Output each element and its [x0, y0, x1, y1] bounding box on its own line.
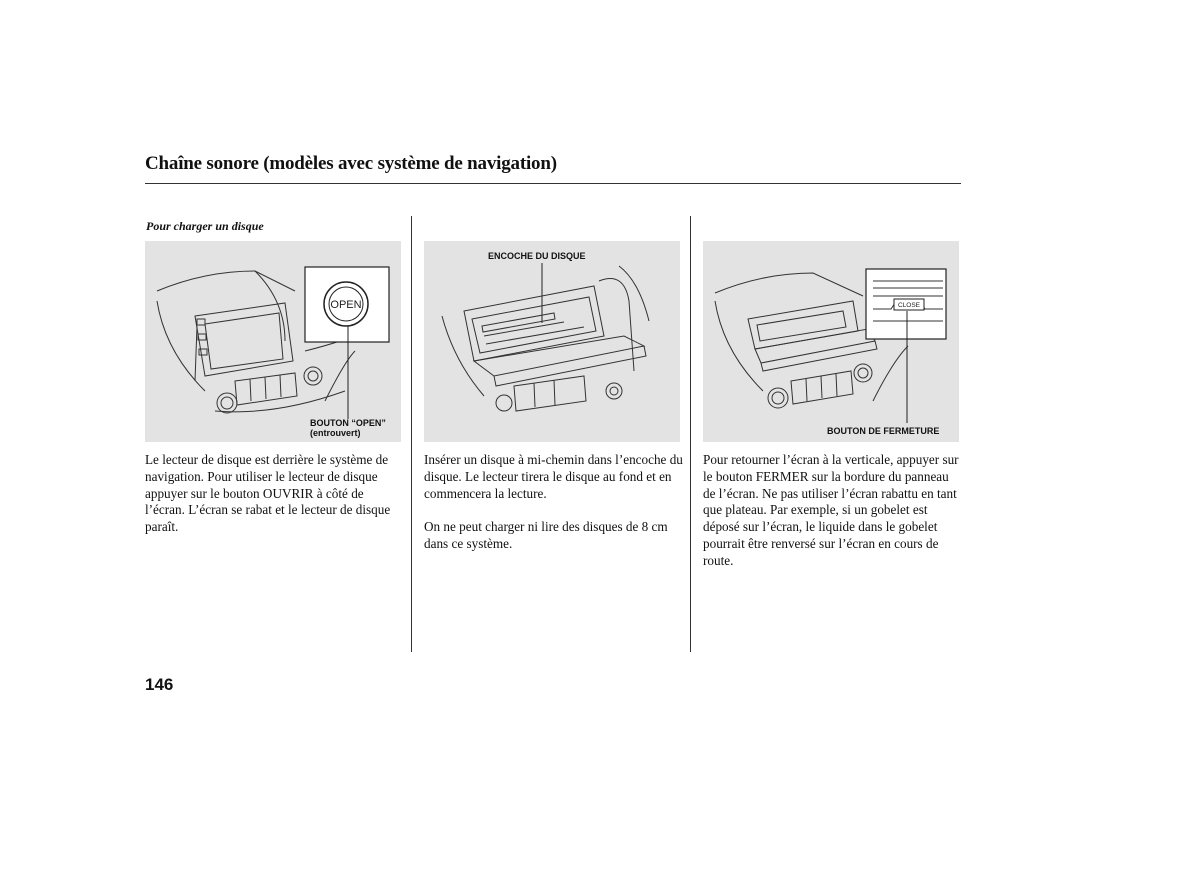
dashboard-open-illustration	[145, 241, 401, 442]
section-heading: Pour charger un disque	[146, 219, 264, 233]
callout-disc-slot: ENCOCHE DU DISQUE	[488, 251, 586, 261]
dashboard-close-illustration	[703, 241, 959, 442]
close-button-label: CLOSE	[897, 302, 921, 309]
right-paragraph: Pour retourner l’écran à la verticale, appuyer sur le bouton FERMER sur la bordure du panneau de l’écran. Ne pas utiliser l’écran rabattu en tant que plateau. Par exemple, si un gobelet est déposé sur l’écran, le liquide dans le gobelet pourrait être renversé sur l’écran en cours de route.	[703, 452, 959, 568]
figure-close-button	[703, 241, 959, 442]
left-paragraph: Le lecteur de disque est derrière le système de navigation. Pour utiliser le lecteur de disque appuyer sur le bouton OUVRIR à côté de l’écran. L’écran se rabat et le lecteur de disque paraît.	[145, 452, 391, 535]
figure-open-button	[145, 241, 401, 442]
figure-disc-slot	[424, 241, 680, 442]
title-divider	[145, 183, 961, 184]
column-divider-1	[411, 216, 412, 652]
middle-paragraph-2: On ne peut charger ni lire des disques de 8 cm dans ce système.	[424, 519, 668, 551]
middle-paragraph-1: Insérer un disque à mi-chemin dans l’encoche du disque. Le lecteur tirera le disque au fond et en commencera la lecture.	[424, 452, 683, 501]
disc-slot-illustration	[424, 241, 680, 442]
open-button-label: OPEN	[330, 299, 362, 311]
column-divider-2	[690, 216, 691, 652]
page-title: Chaîne sonore (modèles avec système de navigation)	[145, 153, 557, 174]
callout-open-button: BOUTON “OPEN” (entrouvert)	[310, 418, 386, 438]
callout-close-button: BOUTON DE FERMETURE	[827, 426, 940, 436]
page-number: 146	[145, 675, 174, 694]
